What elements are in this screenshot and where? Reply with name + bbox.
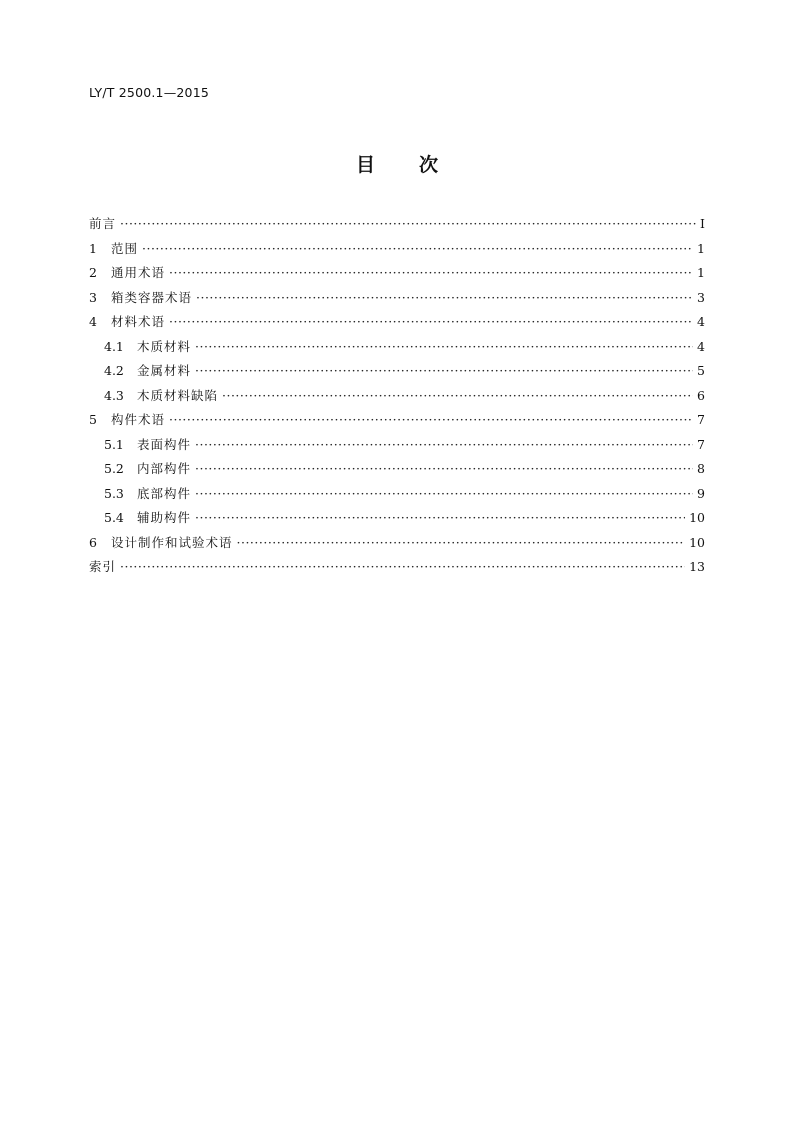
toc-entry-label: 金属材料 bbox=[137, 363, 192, 378]
toc-entry-label: 内部构件 bbox=[137, 461, 192, 476]
toc-entry-page: 7 bbox=[697, 412, 705, 427]
toc-entry-page: 10 bbox=[689, 534, 705, 550]
toc-leader-dots bbox=[195, 363, 693, 378]
toc-entry-page: 1 bbox=[697, 240, 705, 256]
toc-entry-page: 5 bbox=[697, 363, 705, 378]
toc-entry[interactable] bbox=[89, 214, 705, 239]
toc-leader-dots bbox=[169, 265, 693, 280]
toc-entry-label: 木质材料 bbox=[137, 338, 192, 354]
toc-leader-dots bbox=[196, 290, 693, 305]
toc-entry[interactable] bbox=[89, 508, 705, 533]
toc-entry-label: 辅助构件 bbox=[137, 510, 192, 525]
toc-entry-page: 4 bbox=[697, 314, 705, 329]
toc-leader-dots bbox=[195, 339, 693, 354]
toc-entry-label: 木质材料缺陷 bbox=[137, 387, 219, 403]
title-char-1: 目 bbox=[355, 154, 375, 176]
toc-entry-number: 2 bbox=[89, 265, 97, 280]
toc-entry[interactable] bbox=[89, 533, 705, 558]
toc-entry-number: 1 bbox=[89, 240, 97, 256]
toc-entry-label: 箱类容器术语 bbox=[111, 289, 193, 305]
toc-leader-dots bbox=[222, 388, 693, 403]
toc-entry[interactable] bbox=[89, 337, 705, 362]
toc-entry-page: 7 bbox=[697, 436, 705, 452]
toc-entry-number: 5 bbox=[89, 412, 97, 427]
toc-entry-label: 材料术语 bbox=[111, 314, 166, 329]
toc-entry[interactable] bbox=[89, 239, 705, 264]
toc-entry-number: 5.3 bbox=[104, 485, 124, 501]
toc-entry-label: 构件术语 bbox=[111, 412, 166, 427]
toc-entry[interactable] bbox=[89, 312, 705, 337]
toc-entry[interactable] bbox=[89, 386, 705, 411]
toc-leader-dots bbox=[195, 437, 693, 452]
toc-entry-number: 4.1 bbox=[104, 338, 124, 354]
toc-leader-dots bbox=[120, 216, 696, 231]
page-title bbox=[0, 150, 794, 177]
title-char-2: 次 bbox=[419, 154, 439, 176]
toc-entry[interactable] bbox=[89, 288, 705, 313]
toc-entry-page: Ⅰ bbox=[700, 216, 705, 231]
toc-entry-label: 通用术语 bbox=[111, 265, 166, 280]
toc-entry-number: 3 bbox=[89, 289, 97, 305]
toc-entry-number: 4.3 bbox=[104, 387, 124, 403]
toc-entry-page: 6 bbox=[697, 387, 705, 403]
toc-entry[interactable] bbox=[89, 557, 705, 582]
toc-leader-dots bbox=[195, 510, 685, 525]
toc-entry-number: 6 bbox=[89, 534, 97, 550]
toc-leader-dots bbox=[195, 461, 693, 476]
toc-entry[interactable] bbox=[89, 361, 705, 386]
toc-entry-label: 设计制作和试验术语 bbox=[111, 534, 233, 550]
toc-leader-dots bbox=[142, 241, 693, 256]
toc-entry[interactable] bbox=[89, 263, 705, 288]
toc-entry-number: 5.2 bbox=[104, 461, 124, 476]
toc-leader-dots bbox=[195, 486, 693, 501]
toc-entry[interactable] bbox=[89, 410, 705, 435]
toc-leader-dots bbox=[169, 314, 693, 329]
toc-leader-dots bbox=[237, 535, 686, 550]
toc-entry-page: 9 bbox=[697, 485, 705, 501]
toc-entry[interactable] bbox=[89, 484, 705, 509]
toc-entry-number: 5.1 bbox=[104, 436, 124, 452]
toc-entry-label: 索引 bbox=[89, 559, 117, 574]
toc-entry[interactable] bbox=[89, 435, 705, 460]
toc-entry-page: 8 bbox=[697, 461, 705, 476]
toc-entry-number: 5.4 bbox=[104, 510, 124, 525]
standard-number: LY/T 2500.1—2015 bbox=[89, 85, 210, 100]
toc-entry-page: 13 bbox=[689, 559, 705, 574]
table-of-contents bbox=[89, 214, 705, 582]
toc-entry-number: 4.2 bbox=[104, 363, 124, 378]
toc-entry-label: 前言 bbox=[89, 216, 117, 231]
toc-entry-page: 3 bbox=[697, 289, 705, 305]
toc-entry[interactable] bbox=[89, 459, 705, 484]
toc-entry-label: 表面构件 bbox=[137, 436, 192, 452]
toc-entry-page: 4 bbox=[697, 338, 705, 354]
toc-leader-dots bbox=[120, 559, 685, 574]
toc-entry-number: 4 bbox=[89, 314, 97, 329]
toc-leader-dots bbox=[169, 412, 693, 427]
toc-entry-label: 底部构件 bbox=[137, 485, 192, 501]
toc-entry-page: 1 bbox=[697, 265, 705, 280]
toc-entry-page: 10 bbox=[689, 510, 705, 525]
toc-entry-label: 范围 bbox=[111, 240, 139, 256]
